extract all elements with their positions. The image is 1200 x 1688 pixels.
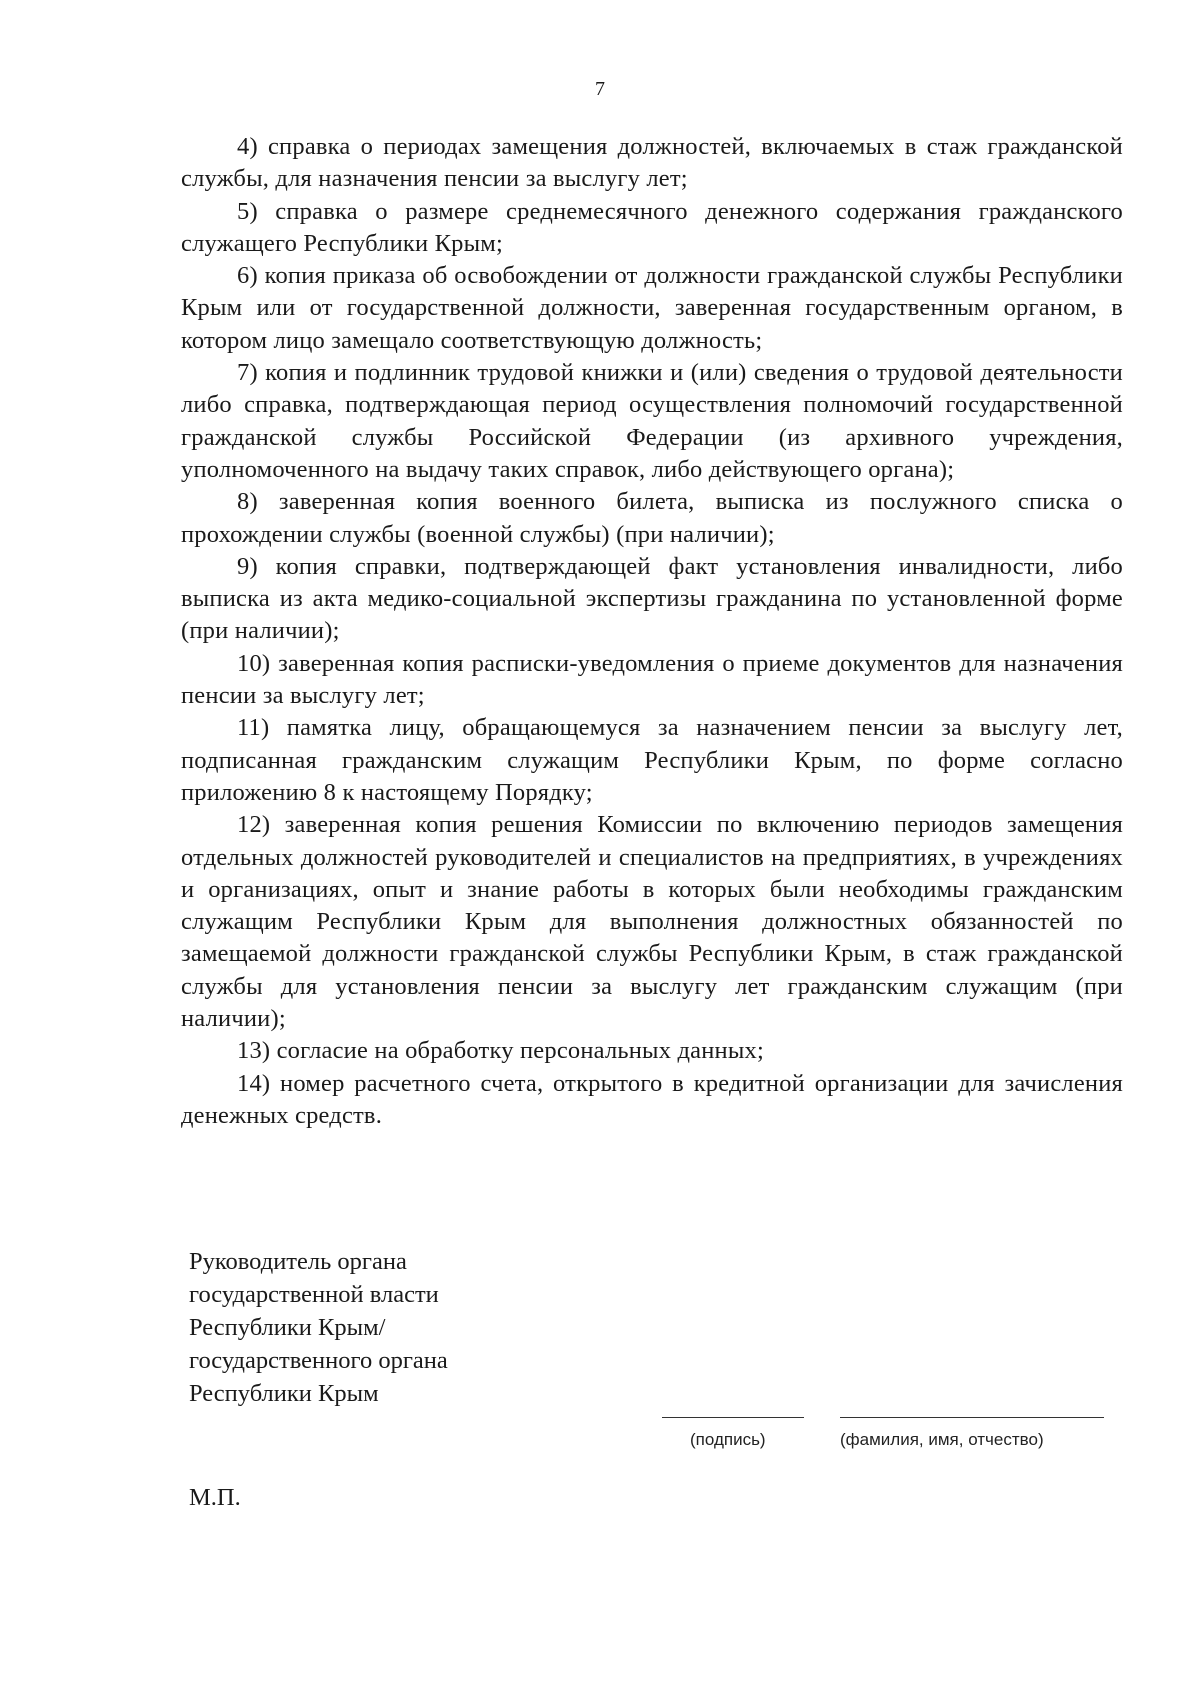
list-item: 5) справка о размере среднемесячного денежного содержания гражданского служащего Республики Крым; xyxy=(181,197,1123,257)
list-item: 7) копия и подлинник трудовой книжки и (или) сведения о трудовой деятельности либо справка, подтверждающая период осуществления полномочий государственной гражданской службы Российской Федерации (из архивного учреждения, уполномоченного на выдачу таких справок, либо действующего органа); xyxy=(181,359,1123,483)
list-item: 4) справка о периодах замещения должностей, включаемых в стаж гражданской службы, для назначения пенсии за выслугу лет; xyxy=(181,133,1123,193)
name-caption: (фамилия, имя, отчество) xyxy=(840,1430,1044,1449)
list-item: 9) копия справки, подтверждающей факт установления инвалидности, либо выписка из акта медико-социальной экспертизы гражданина по установленной форме (при наличии); xyxy=(181,552,1123,645)
document-list xyxy=(181,131,1123,1132)
name-line xyxy=(840,1417,1104,1418)
list-item: 12) заверенная копия решения Комиссии по включению периодов замещения отдельных должностей руководителей и специалистов на предприятиях, в учреждениях и организациях, опыт и знание работы в которых были необходимы гражданским служащим Республики Крым для выполнения должностных обязанностей по замещаемой должности гражданской службы Республики Крым, в стаж гражданской службы для установления пенсии за выслугу лет гражданским служащим (при наличии); xyxy=(181,811,1123,1033)
list-item: 6) копия приказа об освобождении от должности гражданской службы Республики Крым или от государственной должности, заверенная государственным органом, в котором лицо замещало соответствующую должность; xyxy=(181,262,1123,354)
list-item: 13) согласие на обработку персональных данных; xyxy=(237,1037,764,1065)
signatory-line: Республики Крым xyxy=(189,1380,379,1407)
signatory-line: Республики Крым/ xyxy=(189,1314,386,1341)
list-item: 10) заверенная копия расписки-уведомления о приеме документов для назначения пенсии за выслугу лет; xyxy=(181,649,1123,710)
signature-line xyxy=(662,1417,804,1418)
signatory-line: государственного органа xyxy=(189,1347,448,1374)
signatory-title xyxy=(189,1245,448,1410)
list-item: 14) номер расчетного счета, открытого в кредитной организации для зачисления денежных средств. xyxy=(181,1069,1123,1129)
list-item: 8) заверенная копия военного билета, выписка из послужного списка о прохождении службы (военной службы) (при наличии); xyxy=(181,488,1123,548)
page-number: 7 xyxy=(595,78,605,100)
signature-caption: (подпись) xyxy=(690,1430,766,1449)
signatory-line: государственной власти xyxy=(189,1281,439,1308)
signatory-line: Руководитель органа xyxy=(189,1248,407,1275)
list-item: 11) памятка лицу, обращающемуся за назначением пенсии за выслугу лет, подписанная гражданским служащим Республики Крым, по форме согласно приложению 8 к настоящему Порядку; xyxy=(181,714,1123,806)
stamp-place: М.П. xyxy=(189,1484,241,1511)
